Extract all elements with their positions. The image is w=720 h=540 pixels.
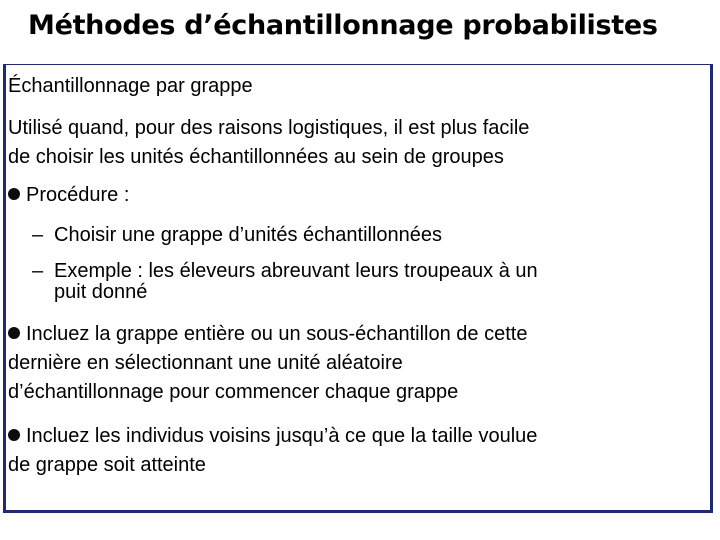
sub-bullet-2-continuation: puit donné	[54, 281, 148, 303]
dash-icon: –	[32, 260, 44, 282]
bullet-include-cluster-line-2: dernière en sélectionnant une unité aléatoire	[8, 352, 403, 374]
intro-text-line-1: Utilisé quand, pour des raisons logistiques, il est plus facile	[8, 117, 530, 139]
bullet-dot-icon	[8, 429, 20, 441]
section-heading: Échantillonnage par grappe	[8, 75, 253, 97]
bullet-include-neighbors-line-2: de grappe soit atteinte	[8, 454, 206, 476]
bullet-include-cluster-line-3: d’échantillonnage pour commencer chaque grappe	[8, 381, 459, 403]
bullet-dot-icon	[8, 188, 20, 200]
bullet-include-cluster	[8, 320, 527, 349]
bullet-include-neighbors	[8, 422, 537, 451]
bullet-procedure	[8, 181, 129, 210]
sub-bullet-1	[32, 221, 442, 250]
intro-text-line-2: de choisir les unités échantillonnées au sein de groupes	[8, 146, 504, 168]
dash-icon: –	[32, 224, 44, 246]
bullet-include-cluster-text: Incluez la grappe entière ou un sous-échantillon de cette	[26, 323, 528, 345]
sub-bullet-2-text: Exemple : les éleveurs abreuvant leurs troupeaux à un	[54, 260, 538, 282]
sub-bullet-1-text: Choisir une grappe d’unités échantillonnées	[54, 224, 443, 246]
bullet-dot-icon	[8, 327, 20, 339]
bullet-include-neighbors-text: Incluez les individus voisins jusqu’à ce que la taille voulue	[26, 425, 538, 447]
bullet-procedure-text: Procédure :	[26, 184, 130, 206]
slide-title: Méthodes d’échantillonnage probabilistes	[28, 10, 658, 41]
